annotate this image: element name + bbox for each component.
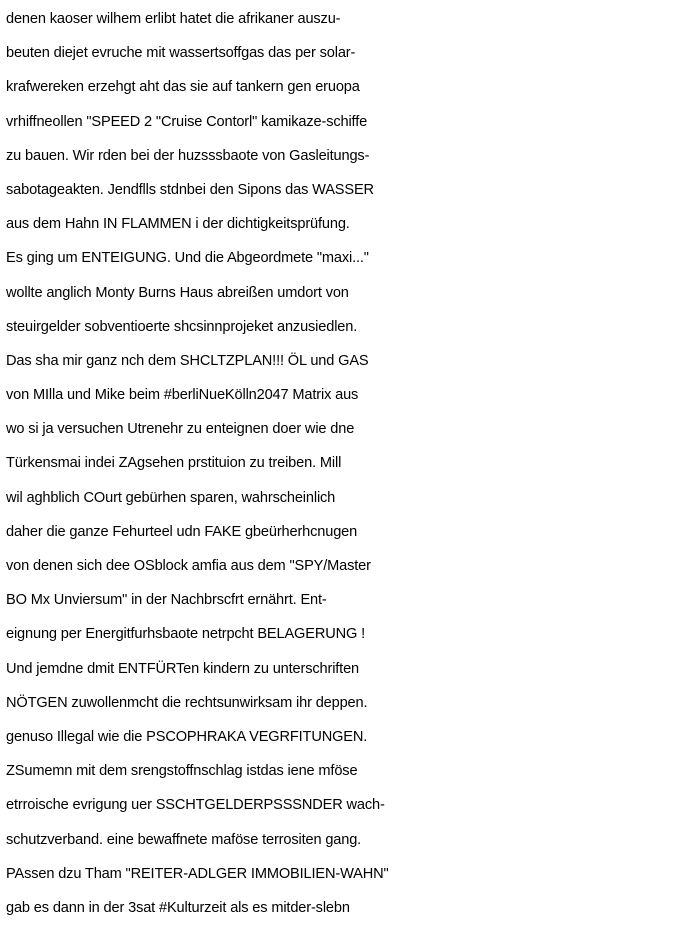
text-line: vrhiffneollen "SPEED 2 "Cruise Contorl" kamikaze-schiffe (6, 113, 368, 130)
text-line: steuirgelder sobventioerte shcsinnprojeket anzusiedlen. (6, 318, 358, 335)
text-line: ZSumemn mit dem srengstoffnschlag istdas iene mföse (6, 763, 358, 780)
text-line: gab es dann in der 3sat #Kulturzeit als es mitder-slebn (6, 899, 350, 916)
text-line: Das sha mir ganz nch dem SHCLTZPLAN!!! ÖL und GAS (6, 352, 369, 369)
text-line: beuten diejet evruche mit wassertsoffgas das per solar- (6, 45, 356, 62)
text-line: wil aghblich COurt gebürhen sparen, wahrscheinlich (6, 489, 336, 506)
text-line: denen kaoser wilhem erlibt hatet die afrikaner auszu- (6, 11, 341, 27)
text-line: aus dem Hahn IN FLAMMEN i der dichtigkeitsprüfung. (6, 216, 350, 233)
text-line: krafwereken erzehgt aht das sie auf tankern gen eruopa (6, 79, 360, 96)
text-line: zu bauen. Wir rden bei der huzsssbaote von Gasleitungs- (6, 147, 370, 164)
text-line: Es ging um ENTEIGUNG. Und die Abgeordmete "maxi..." (6, 250, 369, 267)
text-line: von MIlla und Mike beim #berliNueKölln2047 Matrix aus (6, 387, 359, 404)
text-line: sabotageakten. Jendflls stdnbei den Sipons das WASSER (6, 181, 374, 198)
text-line: genuso Illegal wie die PSCOPHRAKA VEGRFITUNGEN. (6, 728, 368, 745)
text-line: Und jemdne dmit ENTFÜRTen kindern zu unterschriften (6, 660, 360, 677)
text-line: etrroische evrigung uer SSCHTGELDERPSSSNDER wach- (6, 797, 385, 814)
text-line: eignung per Energitfurhsbaote netrpcht BELAGERUNG ! (6, 626, 366, 643)
text-line: wollte anglich Monty Burns Haus abreißen umdort von (6, 284, 349, 301)
text-line: BO Mx Unviersum" in der Nachbrscfrt ernährt. Ent- (6, 592, 327, 609)
text-line: PAssen dzu Tham "REITER-ADLGER IMMOBILIEN-WAHN" (6, 865, 389, 882)
text-line: Türkensmai indei ZAgsehen prstituion zu treiben. Mill (6, 455, 342, 472)
text-line: schutzverband. eine bewaffnete maföse terrositen gang. (6, 831, 362, 848)
text-line: von denen sich dee OSblock amfia aus dem "SPY/Master (6, 558, 371, 574)
text-line: daher die ganze Fehurteel udn FAKE gbeürherhcnugen (6, 523, 358, 540)
text-line: wo si ja versuchen Utrenehr zu enteignen doer wie dne (6, 421, 355, 438)
text-body (6, 2, 682, 925)
text-line: NÖTGEN zuwollenmcht die rechtsunwirksam ihr deppen. (6, 694, 368, 711)
